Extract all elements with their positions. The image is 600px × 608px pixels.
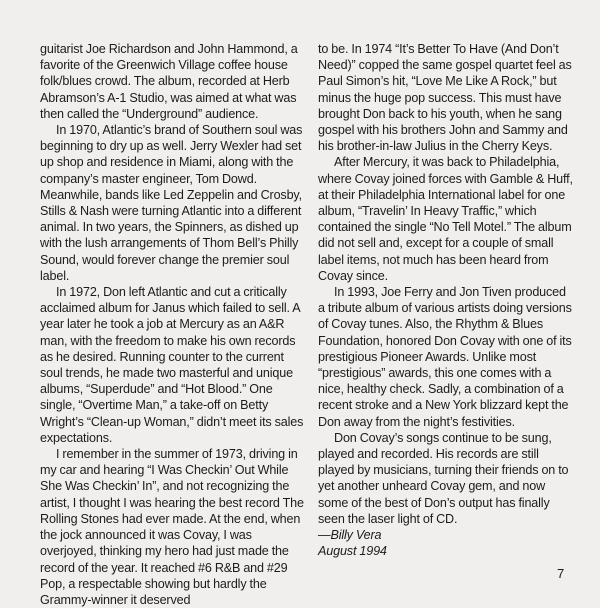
paragraph: I remember in the summer of 1973, driving in my car and hearing “I Was Checkin’ Out While She Was Checkin’ In”, and not recognizing the artist, I thought I was hearing the best record The Rolling Stones had ever made. At the end, when the jock announced it was Covay, I was overjoyed, thinking my hero had just made the record of the year. It reached #6 R&B and #29 Pop, a respectable showing but hardly the Grammy-winner it deserved [40, 447, 304, 607]
paragraph: guitarist Joe Richardson and John Hammond, a favorite of the Greenwich Village coffee house folk/blues crowd. The album, recorded at Herb Abramson’s A-1 Studio, was aimed at what was then called the “Underground” audience. [40, 42, 298, 121]
paragraph: After Mercury, it was back to Philadelphia, where Covay joined forces with Gamble & Huff, at their Philadelphia International label for one album, “Travelin’ In Heavy Traffic,” which contained the single “No Tell Motel.” The album did not sell and, except for a couple of small label items, not much has been heard from Covay since. [318, 155, 573, 283]
paragraph: to be. In 1974 “It’s Better To Have (And Don’t Need)” copped the same gospel quartet feel as Paul Simon’s hit, “Love Me Like A Rock,” but minus the huge pop success. This must have brought Don back to his youth, when he sang gospel with his brothers John and Sammy and his brother-in-law Julius in the Cherry Keys. [318, 42, 572, 154]
paragraph: Don Covay’s songs continue to be sung, played and recorded. His records are still played by musicians, turning their friends on to yet another unheard Covay gem, and now some of the best of Don’s output has finally seen the laser light of CD. [318, 430, 569, 526]
left-text-column [40, 41, 306, 608]
signature-author: —Billy Vera [318, 528, 382, 543]
page-number: 7 [557, 566, 565, 581]
paragraph: In 1993, Joe Ferry and Jon Tiven produced a tribute album of various artists doing versions of Covay tunes. Also, the Rhythm & Blues Foundation, honored Don Covay with one of its prestigious Pioneer Awards. Unlike most “prestigious” awards, this one comes with a nice, healthy check. Sadly, a combination of a recent stroke and a New York blizzard kept the Don away from the night’s festivities. [318, 285, 572, 429]
signature-date: August 1994 [318, 544, 387, 559]
right-text-column [318, 41, 574, 560]
paragraph: In 1972, Don left Atlantic and cut a critically acclaimed album for Janus which failed to sell. A year later he took a job at Mercury as an A&R man, with the freedom to make his own records as he desired. Running counter to the current soul trends, he made two masterful and unique albums, “Superdude” and “Hot Blood.” One single, “Overtime Man,” a take-off on Betty Wright’s “Clean-up Woman,” didn’t meet its sales expectations. [40, 285, 304, 445]
paragraph: In 1970, Atlantic’s brand of Southern soul was beginning to dry up as well. Jerry Wexler had set up shop and residence in Miami, along with the company’s master engineer, Tom Dowd. Meanwhile, bands like Led Zeppelin and Crosby, Stills & Nash were turning Atlantic into a different animal. In two years, the Spinners, as dished up with the lush arrangements of Thom Bell’s Philly Sound, would forever change the premier soul label. [40, 123, 303, 283]
